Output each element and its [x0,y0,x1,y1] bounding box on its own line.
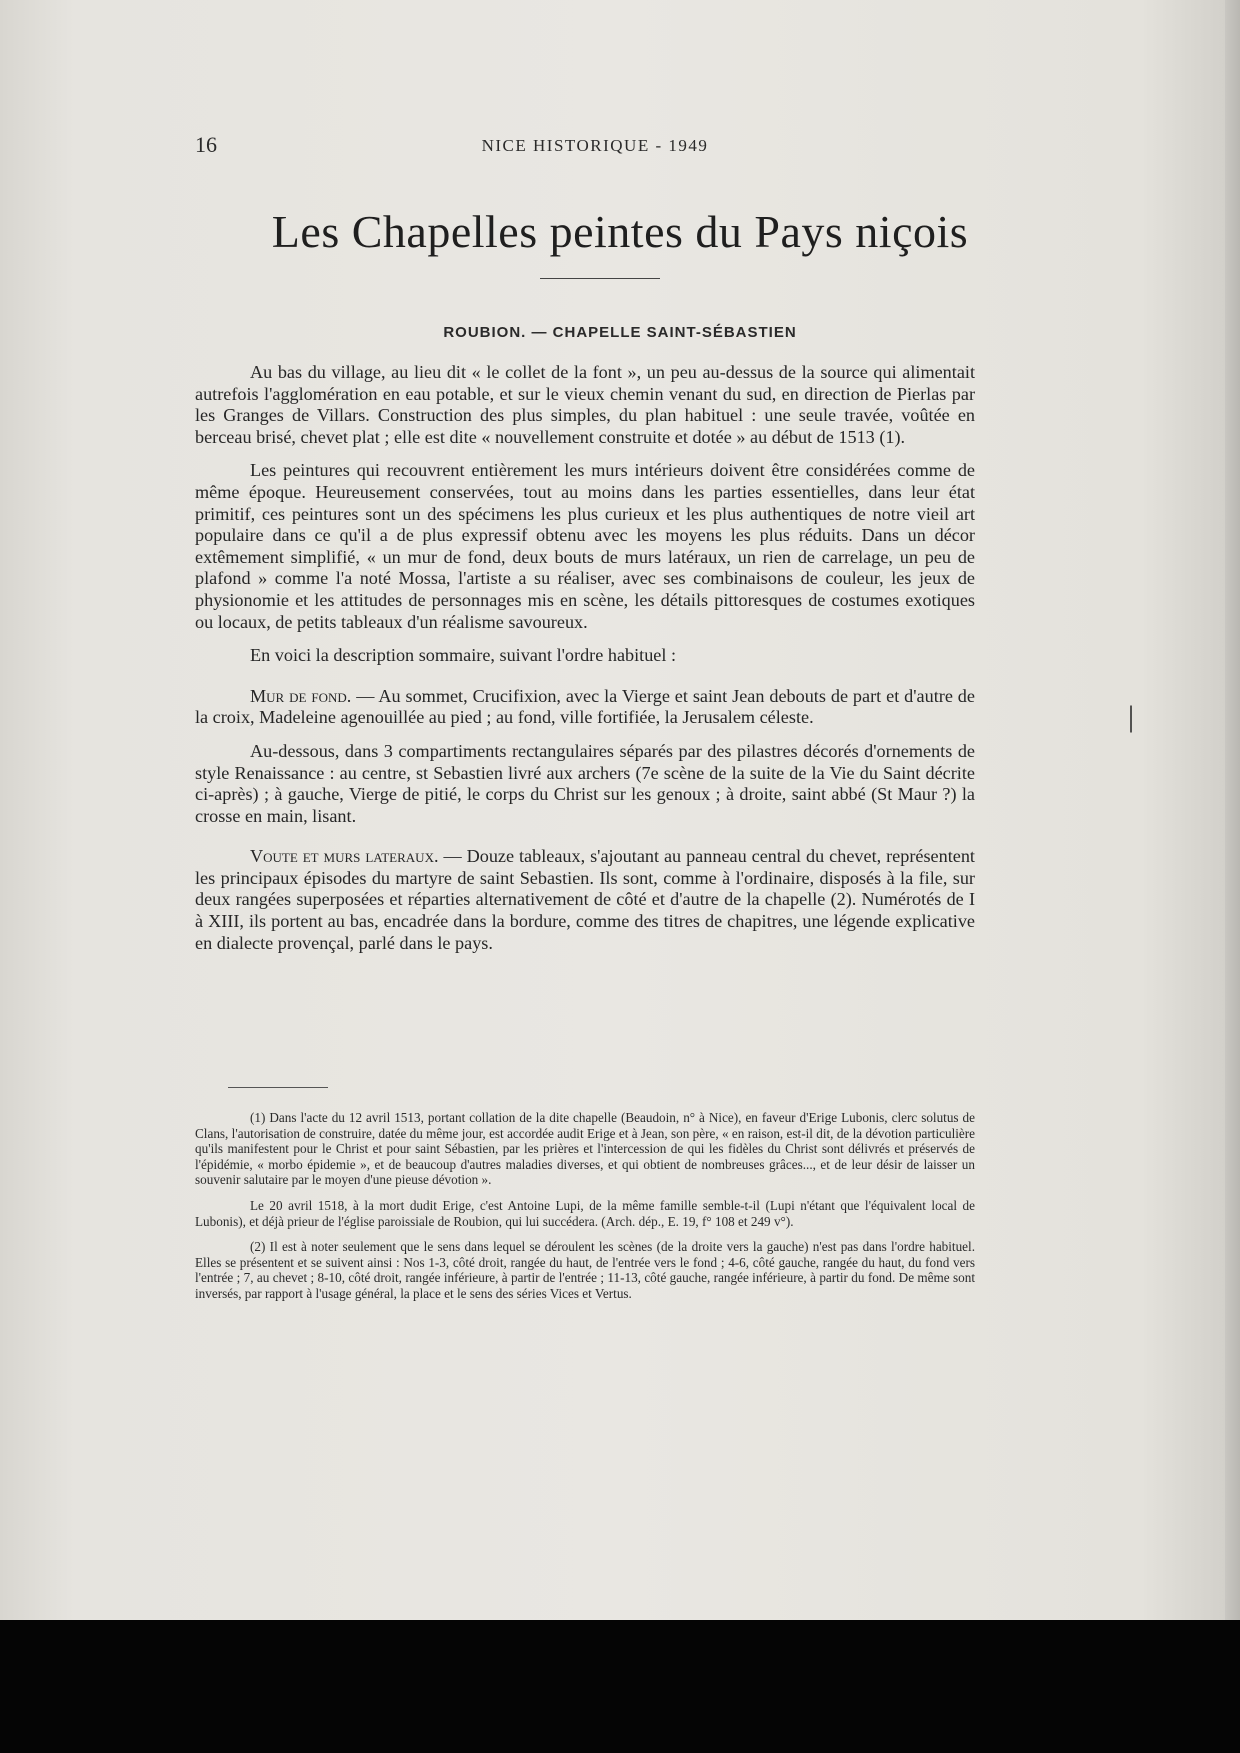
footnote-divider [228,1087,328,1088]
running-head [195,132,995,162]
paragraph: En voici la description sommaire, suivant l'ordre habituel : [250,645,677,666]
mur-de-fond-label: Mur de fond. [250,685,352,706]
title-divider [540,278,660,279]
section-heading: ROUBION. — CHAPELLE SAINT-SÉBASTIEN [443,324,797,341]
footnote: (1) Dans l'acte du 12 avril 1513, portant collation de la dite chapelle (Beaudoin, n° à Nice), en faveur d'Erige Lubonis, clerc solutus de Clans, l'autorisation de construire, datée du même jour, est accordée audit Erige et à Jean, son père, « en raison, est-il dit, de la dévotion particulière qu'ils manifestent pour le Christ et pour saint Sébastien, par les prières et l'intercession de qui les fidèles du Christ sont délivrés et préservés de l'épidémie, « morbo épidemie », et de beaucoup d'autres maladies diverses, et qui obtient de nombreuses grâces..., et de leur désir de laisser un souvenir salutaire par le moyen d'une pieuse dévotion ». [195,1110,975,1188]
voute-text: — Douze tableaux, s'ajoutant au panneau central du chevet, représentent les principaux épisodes du martyre de saint Sebastien. Ils sont, comme à l'ordinaire, disposés à la file, sur deux rangées superposées et réparties alternativement de côté et d'autre de la chapelle (2). Numérotés de I à XIII, ils portent au bas, encadrée dans la bordure, comme des titres de chapitres, une légende explicative en dialecte provençal, parlé dans le pays. [195,846,975,953]
mur-de-fond-paragraph [195,686,975,729]
paragraph: Les peintures qui recouvrent entièrement les murs intérieurs doivent être considérées comme de même époque. Heureusement conservées, tout au moins dans les parties essentielles, dans leur état primitif, ces peintures sont un des spécimens les plus curieux et les plus authentiques de notre vieil art populaire dans ce qu'il a de plus expressif obtenu avec les moyens les plus réduits. Dans un décor extêmement simplifié, « un mur de fond, deux bouts de murs latéraux, un rien de carrelage, un peu de plafond » comme l'a noté Mossa, l'artiste a su réaliser, avec ses combinaisons de couleur, les jeux de physionomie et les attitudes de personnages mis en scène, les détails pittoresques de costumes exotiques ou locaux, de petits tableaux d'un réalisme savoureux. [195,460,975,632]
journal-title: NICE HISTORIQUE - 1949 [481,136,709,155]
footnotes [195,1110,975,1312]
voute-label: Voute et murs lateraux. [250,846,439,867]
scanner-background [0,1620,1240,1753]
page-number: 16 [195,132,217,157]
margin-mark: | [1128,700,1135,733]
paragraph: Au-dessous, dans 3 compartiments rectangulaires séparés par des pilastres décorés d'ornements de style Renaissance : au centre, st Sebastien livré aux archers (7e scène de la suite de la Vie du Saint décrite ci-après) ; à gauche, Vierge de pitié, le corps du Christ sur les genoux ; à droite, saint abbé (St Maur ?) la crosse en main, lisant. [195,740,975,826]
paragraph: Au bas du village, au lieu dit « le collet de la font », un peu au-dessus de la source qui alimentait autrefois l'agglomération en eau potable, et sur le vieux chemin venant du sud, en direction de Pierlas par les Granges de Villars. Construction des plus simples, du plan habituel : une seule travée, voûtée en berceau brisé, chevet plat ; elle est dite « nouvellement construite et dotée » au début de 1513 (1). [195,362,975,447]
footnote: Le 20 avril 1518, à la mort dudit Erige, c'est Antoine Lupi, de la même famille semble-t-il (Lupi n'étant que l'équivalent local de Lubonis), et déjà prieur de l'église paroissiale de Roubion, qui lui succédera. (Arch. dép., E. 19, f° 108 et 249 v°). [195,1197,975,1229]
mur-de-fond-text: — Au sommet, Crucifixion, avec la Vierge et saint Jean debouts de part et d'autre de la croix, Madeleine agenouillée au pied ; au fond, ville fortifiée, la Jerusalem céleste. [195,685,975,728]
footnote: (2) Il est à noter seulement que le sens dans lequel se déroulent les scènes (de la droite vers la gauche) n'est pas dans l'ordre habituel. Elles se présentent et se suivent ainsi : Nos 1-3, côté droit, rangée du haut, de l'entrée vers le fond ; 4-6, côté gauche, rangée du haut, du fond vers l'entrée ; 7, au chevet ; 8-10, côté droit, rangée inférieure, à partir de l'entrée ; 11-13, côté gauche, rangée inférieure, à partir du fond. De même sont inversés, par rapport à l'usage général, la place et le sens des séries Vices et Vertus. [195,1239,975,1301]
voute-paragraph [195,846,975,954]
article-title: Les Chapelles peintes du Pays niçois [271,206,969,257]
article-body [195,362,975,964]
page-edge [1225,0,1240,1620]
